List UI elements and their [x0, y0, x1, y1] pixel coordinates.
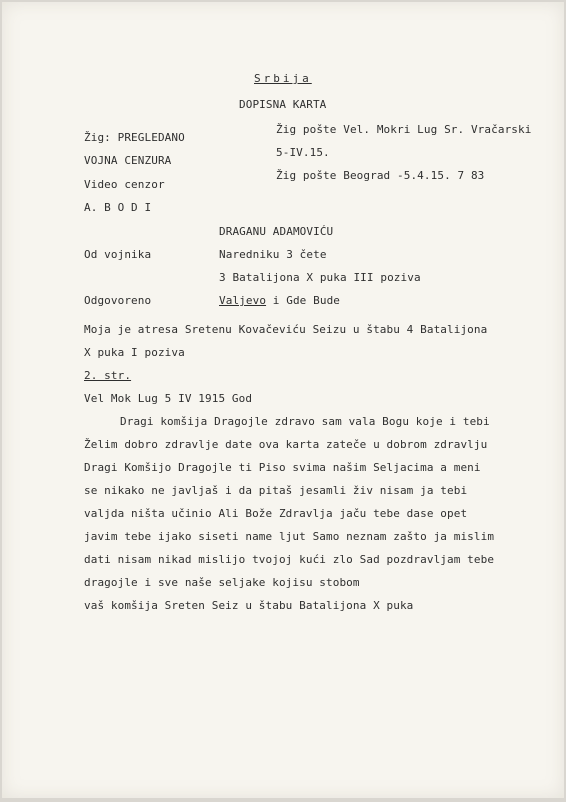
letter-line-7: dati nisam nikad mislijo tvojoj kući zlo Sad pozdravljam tebe: [84, 553, 495, 566]
censor-line-4: A. B O D I: [84, 201, 152, 214]
place-date: Vel Mok Lug 5 IV 1915 God: [84, 392, 253, 405]
page-marker: 2. str.: [84, 369, 132, 382]
post-stamp-2: Žig pošte Beograd -5.4.15. 7 83: [276, 169, 485, 182]
letter-line-2: Želim dobro zdravlje date ova karta zateče u dobrom zdravlju: [84, 438, 488, 451]
letter-line-3: Dragi Komšijo Dragojle ti Piso svima našim Seljacima a meni: [84, 461, 481, 474]
recipient-line-4-rest: i Gde Bude: [266, 294, 341, 307]
document-subtitle: DOPISNA KARTA: [239, 98, 327, 111]
letter-line-5: valjda ništa učinio Ali Bože Zdravlja jaču tebe dase opet: [84, 507, 468, 520]
censor-line-3: Video cenzor: [84, 178, 165, 191]
letter-line-9: vaš komšija Sreten Seiz u štabu Batalijona X puka: [84, 599, 414, 612]
reply-label: Odgovoreno: [84, 294, 152, 307]
recipient-city: Valjevo: [219, 294, 267, 307]
recipient-line-4: [219, 294, 340, 307]
recipient-line-3: 3 Batalijona X puka III poziva: [219, 271, 421, 284]
recipient-name: DRAGANU ADAMOVIĆU: [219, 225, 334, 238]
document-page: [2, 2, 564, 798]
letter-line-6: javim tebe ijako siseti name ljut Samo neznam zašto ja mislim: [84, 530, 495, 543]
letter-line-8: dragojle i sve naše seljake kojisu stobom: [84, 576, 360, 589]
censor-line-1: Žig: PREGLEDANO: [84, 131, 185, 144]
post-stamp-1-date: 5-IV.15.: [276, 146, 330, 159]
post-stamp-1: Žig pošte Vel. Mokri Lug Sr. Vračarski: [276, 123, 532, 136]
recipient-line-2: Naredniku 3 čete: [219, 248, 327, 261]
address-line-2: X puka I poziva: [84, 346, 185, 359]
letter-line-1: Dragi komšija Dragojle zdravo sam vala Bogu koje i tebi: [120, 415, 490, 428]
document-title: Srbija: [254, 72, 312, 85]
from-label: Od vojnika: [84, 248, 152, 261]
letter-line-4: se nikako ne javljaš i da pitaš jesamli živ nisam ja tebi: [84, 484, 468, 497]
censor-line-2: VOJNA CENZURA: [84, 154, 172, 167]
address-line-1: Moja je atresa Sretenu Kovačeviću Seizu u štabu 4 Batalijona: [84, 323, 488, 336]
